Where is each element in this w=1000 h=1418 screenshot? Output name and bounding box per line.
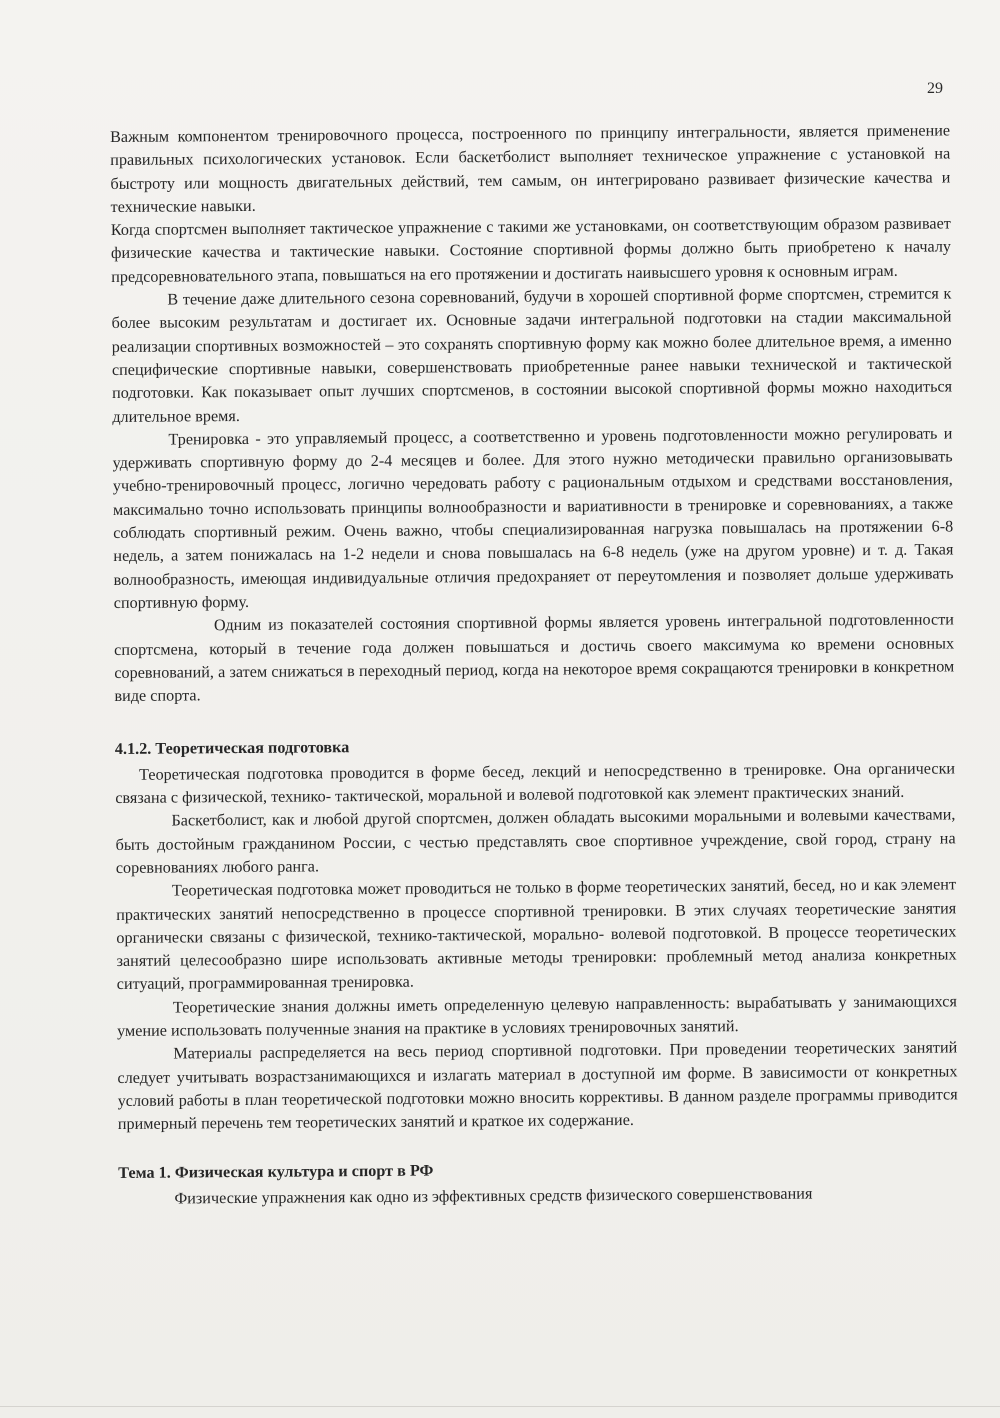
paragraph: Теоретическая подготовка может проводиться не только в форме теоретических занятий, бесед, но и как элемент практических занятий непосредственно в процессе спортивной тренировки. В этих случаях теоретические занятия органически связаны с физической, технико-тактической, морально- волевой подготовкой. В процессе теоретических занятий целесообразно шире использовать активные методы тренировки: проблемный метод анализа конкретных ситуаций, программированная тренировка. [116, 875, 957, 994]
paragraph: Когда спортсмен выполняет тактическое упражнение с такими же установками, он соответствующим образом развивает физические качества и тактические навыки. Состояние спортивной формы должно быть приобретено к началу предсоревновательного этапа, повышаться на его протяжении и достигать наивысшего уровня к основным играм. [110, 214, 952, 286]
paragraph: Одним из показателей состояния спортивной формы является уровень интегральной подготовленности спортсмена, который в течение года должен повышаться и достичь своего максимума ко времени основных соревнований, а затем снижаться в переходный период, когда на некоторое время сокращаются тренировки в конкретном виде спорта. [114, 610, 955, 706]
paragraph: Тренировка - это управляемый процесс, а соответственно и уровень подготовленности можно регулировать и удерживать спортивную форму до 2-4 месяцев и более. Для этого нужно методически правильно организовывать учебно-тренировочный процесс, логично чередовать работу с рациональным отдыхом и средствами восстановления, максимально точно использовать принципы волнообразности и вариативности в тренировке и соревнованиях, а также соблюдать спортивный режим. Очень важно, чтобы специализированная нагрузка повышалась на протяжении 6-8 недель, а затем понижалась на 1-2 недели и снова повышалась на 6-8 недель (уже на другом уровне) и т. д. Такая волнообразность, имеющая индивидуальные отличия предохраняет от переутомления и позволяет дольше удерживать спортивную форму. [112, 424, 954, 612]
paragraph: Теоретические знания должны иметь определенную целевую направленность: вырабатывать у занимающихся умение использовать полученные знания на практике в условиях тренировочных занятий. [117, 992, 957, 1040]
page-edge-line [0, 1406, 1000, 1407]
paragraph: Баскетболист, как и любой другой спортсмен, должен обладать высокими моральными и волевыми качествами, быть достойным гражданином России, с честью представлять свое спортивное учреждение, свой город, страну на соревнованиях любого ранга. [115, 805, 956, 877]
section-heading: 4.1.2. Теоретическая подготовка [114, 738, 350, 759]
paragraph: Материалы распределяется на весь период спортивной подготовки. При проведении теоретических занятий следует учитывать возрастзанимающихся и излагать материал в доступной им форме. В зависимости от конкретных условий работы в план теоретической подготовки можно вносить коррективы. В данном разделе программы приводится примерный перечень тем теоретических занятий и краткое их содержание. [117, 1038, 958, 1134]
paragraph: Теоретическая подготовка проводится в форме бесед, лекций и непосредственно в тренировке. Она органически связана с физической, технико- тактической, моральной и волевой подготовкой как элемент практических знаний. [115, 759, 956, 807]
topic-heading: Тема 1. Физическая культура и спорт в РФ [118, 1161, 434, 1183]
paragraph: Физические упражнения как одно из эффективных средств физического совершенствования [174, 1184, 813, 1208]
page-number: 29 [927, 80, 943, 97]
page-body [110, 119, 958, 1211]
paragraph: В течение даже длительного сезона соревнований, будучи в хорошей спортивной форме спортсмен, стремится к более высоким результатам и достигает их. Основные задачи интегральной подготовки на стадии максимальной реализации спортивных возможностей – это сохранять спортивную форму как можно более длительное время, а именно специфические спортивные навыки, совершенствовать приобретенные ранее навыки технической и тактической подготовки. Как показывает опыт лучших спортсменов, в состоянии высокой спортивной формы можно находиться длительное время. [111, 284, 953, 426]
paragraph: Важным компонентом тренировочного процесса, построенного по принципу интегральности, является применение правильных психологических установок. Если баскетболист выполняет техническое упражнение с установкой на быстроту или мощность двигательных действий, тем самым, он интегрировано развивает физические качества и технические навыки. [110, 121, 951, 216]
